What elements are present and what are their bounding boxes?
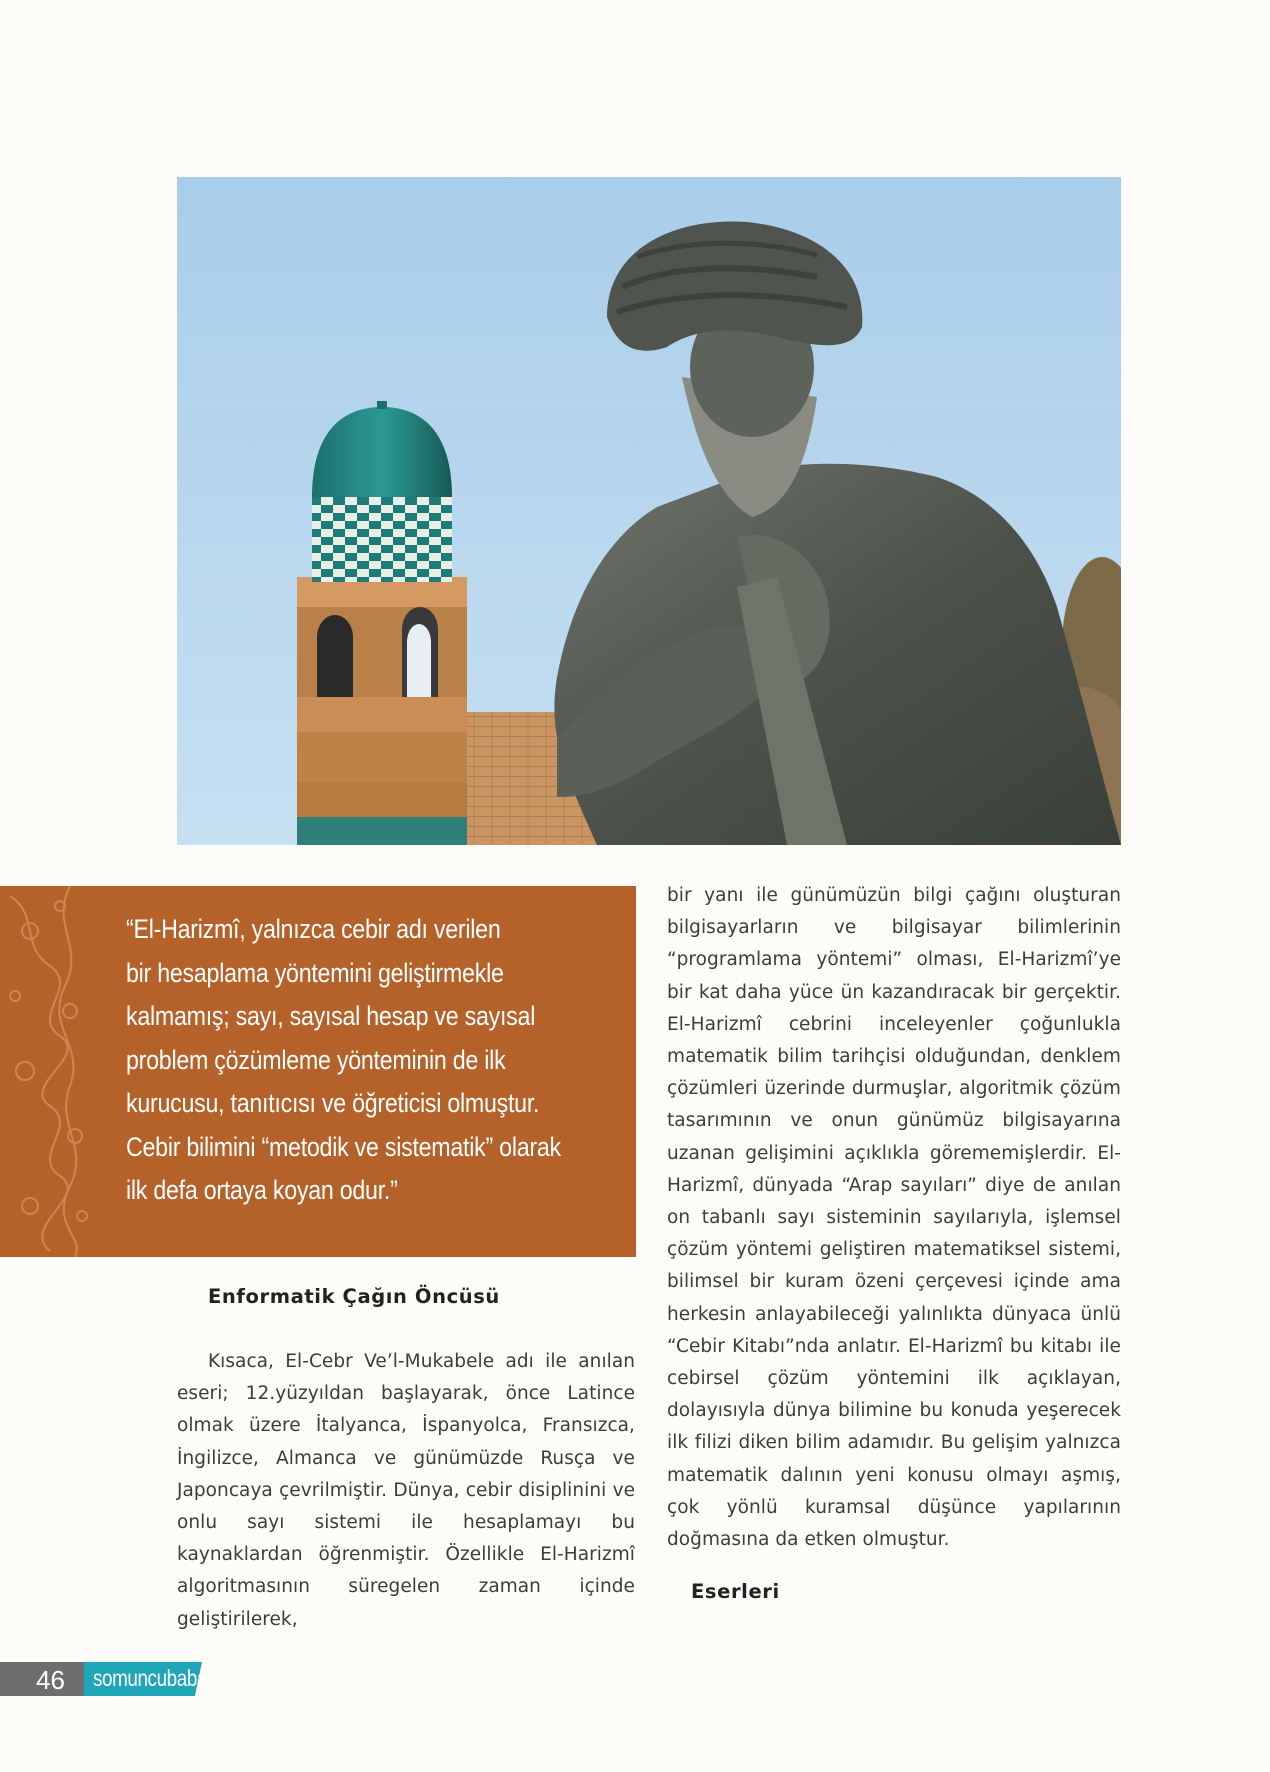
quote-line: bir hesaplama yöntemini geliştirmekle [126,957,504,988]
statue-minaret-illustration [177,177,1121,845]
pull-quote [126,908,625,1213]
right-column [667,880,1121,1603]
body-paragraph: bir yanı ile günümüzün bilgi çağını oluşturan bilgisayarların ve bilgisayar bilimlerinin “programlama yöntemi” olması, El-Harizmî’ye bir kat daha yüce ün kazandıracak bir gerçektir. El-Harizmî cebrini inceleyenler çoğunlukla matematik bilim tarihçisi olduğundan, denklem çözümleri üzerinde durmuşlar, algoritmik çözüm tasarımının ve onun günümüz bilgisayarına uzanan gelişimini açıklıkla görememişlerdir. El-Harizmî, dünyada “Arap sayıları” diye de anılan on tabanlı sayı sisteminin sayılarıyla, işlemsel çözüm yöntemi geliştiren matematiksel sistemi, bilimsel bir kuram özeni çerçevesi içinde ama herkesin anlayabileceği yalınlıkta dünyaca ünlü “Cebir Kitabı”nda anlatır. El-Harizmî bu kitabı ile cebirsel çözüm yöntemini ilk açıklayan, dolayısıyla dünya bilimine bu konuda yeşerecek ilk filizi diken bilim adamıdır. Bu gelişim yalnızca matematik dalının yeni konusu olmayı aşmış, çok yönlü kuramsal düşünce yapılarının doğmasına da etken olmuştur. [667,885,1121,1551]
section-heading: Eserleri [691,1580,780,1604]
quote-line: Cebir bilimini “metodik ve sistematik” olarak [126,1131,561,1162]
hero-photo [177,177,1121,845]
page-number: 46 [36,1665,65,1695]
quote-line: ilk defa ortaya koyan odur.” [126,1175,398,1205]
body-paragraph: Kısaca, El-Cebr Ve’l-Mukabele adı ile anılan eseri; 12.yüzyıldan başlayarak, önce Latince olmak üzere İtalyanca, İspanyolca, Fransızca, İngilizce, Almanca ve günümüzde Rusça ve Japoncaya çevrilmiştir. Dünya, cebir disiplinini ve onlu sayı sistemi ile hesaplamayı bu kaynaklardan öğrenmiştir. Özellikle El-Harizmî algoritmasının süregelen zaman içinde geliştirilerek, [177,1351,635,1630]
quote-line: kurucusu, tanıtıcısı ve öğreticisi olmuştur. [126,1088,540,1118]
page-footer [0,1662,210,1696]
brand-name: somuncubaba [93,1665,207,1691]
floral-ornament [0,886,96,1257]
quote-line: kalmamış; sayı, sayısal hesap ve sayısal [126,1001,536,1031]
left-column [177,1285,635,1636]
section-heading: Enformatik Çağın Öncüsü [208,1285,500,1308]
pull-quote-box [0,886,636,1257]
quote-line: “El-Harizmî, yalnızca cebir adı verilen [126,914,501,944]
quote-line: problem çözümleme yönteminin de ilk [126,1044,506,1075]
